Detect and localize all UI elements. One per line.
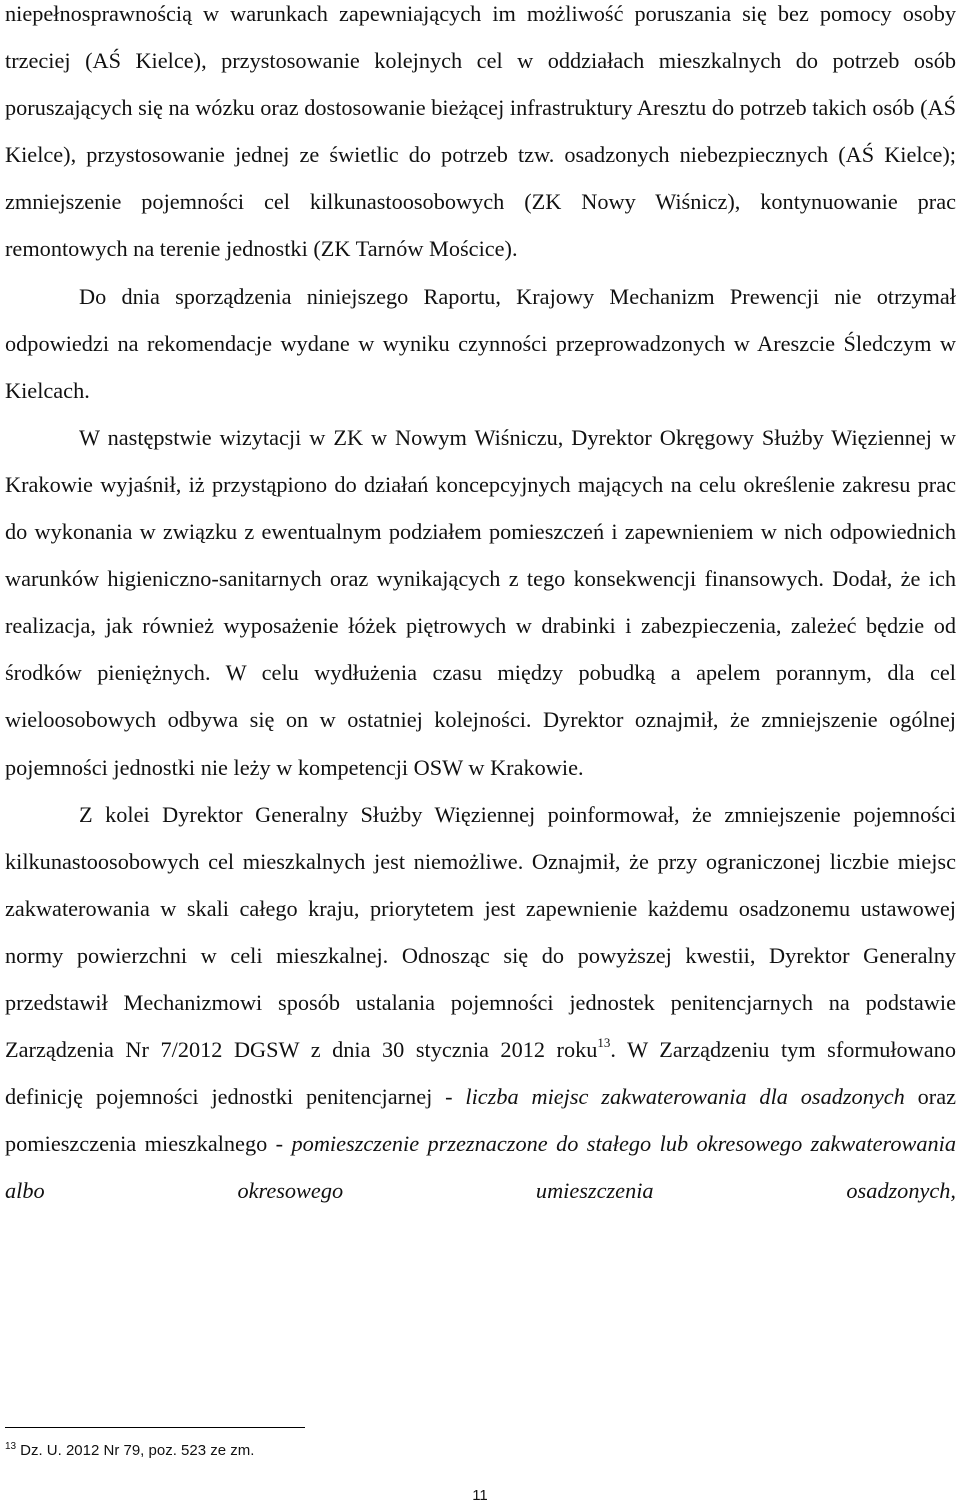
- paragraph-text: W następstwie wizytacji w ZK w Nowym Wiśniczu, Dyrektor Okręgowy Służby Więziennej w Krakowie wyjaśnił, iż przystąpiono do działań koncepcyjnych mających na celu określenie zakresu prac do wykonania w związku z ewentualnym podziałem pomieszczeń i zapewnieniem w nich odpowiednich warunków higieniczno-sanitarnych oraz wynikających z tego konsekwencji finansowych. Dodał, że ich realizacja, jak również wyposażenie łóżek piętrowych w drabinki i zabezpieczenia, zależeć będzie od środków pieniężnych. W celu wydłużenia czasu między pobudką a apelem porannym, dla cel wieloosobowych odbywa się on w ostatniej kolejności. Dyrektor oznajmił, że zmniejszenie ogólnej pojemności jednostki nie leży w kompetencji OSW w Krakowie.: [5, 424, 956, 780]
- italic-definition: liczba miejsc zakwaterowania dla osadzonych: [465, 1084, 905, 1110]
- paragraph-text: Do dnia sporządzenia niniejszego Raportu, Krajowy Mechanizm Prewencji nie otrzymał odpowiedzi na rekomendacje wydane w wyniku czynności przeprowadzonych w Areszcie Śledczym w Kielcach.: [5, 283, 956, 403]
- paragraph-text: . W Zarządzeniu tym sformułowano definicję pojemności jednostki penitencjarnej -: [5, 1037, 956, 1110]
- paragraph-text: Z kolei Dyrektor Generalny Służby Więziennej poinformował, że zmniejszenie pojemności kilkunastoosobowych cel mieszkalnych jest niemożliwe. Oznajmił, że przy ograniczonej liczbie miejsc zakwaterowania w skali całego kraju, priorytetem jest zapewnienie każdemu osadzonemu ustawowej normy powierzchni w celi mieszkalnej. Odnosząc się do powyższej kwestii, Dyrektor Generalny przedstawił Mechanizmowi sposób ustalania pojemności jednostek penitencjarnych na podstawie Zarządzenia Nr 7/2012 DGSW z dnia 30 stycznia 2012 roku: [5, 801, 956, 1063]
- paragraph-director-okregowy: [5, 414, 956, 791]
- paragraph-text: oraz pomieszczenia mieszkalnego -: [5, 1084, 956, 1157]
- paragraph-kmp-response: [5, 273, 956, 414]
- footnote-number: 13: [5, 1441, 17, 1452]
- paragraph-continuation: [5, 0, 956, 273]
- footnote-text: Dz. U. 2012 Nr 79, poz. 523 ze zm.: [20, 1442, 255, 1459]
- footnote-separator: [5, 1427, 305, 1428]
- body-text: [5, 0, 956, 1214]
- page-number: 11: [472, 1487, 488, 1504]
- italic-definition: pomieszczenie przeznaczone do stałego lub okresowego zakwaterowania albo okresowego umieszczenia osadzonych,: [5, 1131, 956, 1204]
- paragraph-text: niepełnosprawnością w warunkach zapewniających im możliwość poruszania się bez pomocy osoby trzeciej (AŚ Kielce), przystosowanie kolejnych cel w oddziałach mieszkalnych do potrzeb osób poruszających się na wózku oraz dostosowanie bieżącej infrastruktury Aresztu do potrzeb takich osób (AŚ Kielce), przystosowanie jednej ze świetlic do potrzeb tzw. osadzonych niebezpiecznych (AŚ Kielce); zmniejszenie pojemności cel kilkunastoosobowych (ZK Nowy Wiśnicz), kontynuowanie prac remontowych na terenie jednostki (ZK Tarnów Mościce).: [5, 1, 956, 262]
- footnote: [5, 1437, 605, 1461]
- footnote-reference: 13: [597, 1034, 611, 1050]
- paragraph-director-generalny: [5, 791, 956, 1215]
